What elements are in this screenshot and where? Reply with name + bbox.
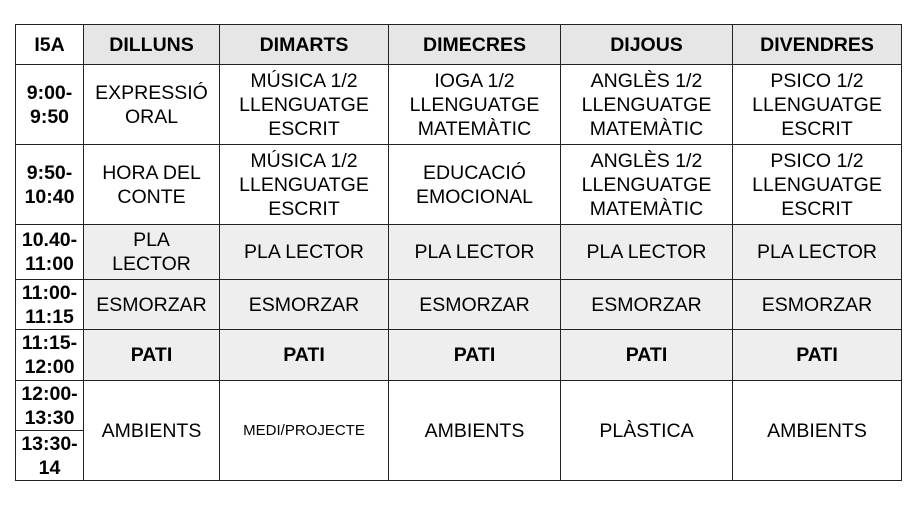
time-slot: 12:00- 13:30	[16, 381, 84, 431]
schedule-cell: PLA LECTOR	[220, 225, 389, 280]
schedule-cell: MÚSICA 1/2 LLENGUATGE ESCRIT	[220, 145, 389, 225]
schedule-cell: PATI	[561, 330, 733, 381]
schedule-cell: HORA DEL CONTE	[84, 145, 220, 225]
day-header-tuesday: DIMARTS	[220, 25, 389, 65]
schedule-cell: ESMORZAR	[389, 280, 561, 330]
time-slot: 9:00- 9:50	[16, 65, 84, 145]
schedule-row	[16, 280, 902, 330]
schedule-cell: MEDI/PROJECTE	[220, 381, 389, 481]
schedule-cell: MÚSICA 1/2 LLENGUATGE ESCRIT	[220, 65, 389, 145]
schedule-row	[16, 65, 902, 145]
schedule-row	[16, 381, 902, 431]
time-slot: 11:00- 11:15	[16, 280, 84, 330]
schedule-cell: PATI	[389, 330, 561, 381]
schedule-cell: ESMORZAR	[84, 280, 220, 330]
schedule-cell: AMBIENTS	[389, 381, 561, 481]
day-header-monday: DILLUNS	[84, 25, 220, 65]
time-slot: 13:30- 14	[16, 431, 84, 481]
day-header-wednesday: DIMECRES	[389, 25, 561, 65]
schedule-row	[16, 145, 902, 225]
schedule-row	[16, 225, 902, 280]
time-slot: 11:15- 12:00	[16, 330, 84, 381]
schedule-cell: PLA LECTOR	[561, 225, 733, 280]
schedule-cell: ESMORZAR	[733, 280, 902, 330]
header-row	[16, 25, 902, 65]
schedule-cell: PATI	[220, 330, 389, 381]
time-slot: 9:50- 10:40	[16, 145, 84, 225]
schedule-cell: ESMORZAR	[220, 280, 389, 330]
schedule-cell: ANGLÈS 1/2 LLENGUATGE MATEMÀTIC	[561, 65, 733, 145]
schedule-cell: PSICO 1/2 LLENGUATGE ESCRIT	[733, 65, 902, 145]
schedule-cell: IOGA 1/2 LLENGUATGE MATEMÀTIC	[389, 65, 561, 145]
day-header-friday: DIVENDRES	[733, 25, 902, 65]
schedule-cell: PATI	[733, 330, 902, 381]
schedule-cell: AMBIENTS	[84, 381, 220, 481]
schedule-cell: EDUCACIÓ EMOCIONAL	[389, 145, 561, 225]
schedule-cell: ESMORZAR	[561, 280, 733, 330]
schedule-cell: PATI	[84, 330, 220, 381]
schedule-cell: PLA LECTOR	[733, 225, 902, 280]
schedule-cell: PSICO 1/2 LLENGUATGE ESCRIT	[733, 145, 902, 225]
schedule-cell: AMBIENTS	[733, 381, 902, 481]
schedule-row	[16, 330, 902, 381]
schedule-cell: ANGLÈS 1/2 LLENGUATGE MATEMÀTIC	[561, 145, 733, 225]
timetable	[15, 24, 902, 481]
schedule-cell: EXPRESSIÓ ORAL	[84, 65, 220, 145]
schedule-cell: PLA LECTOR	[389, 225, 561, 280]
schedule-cell: PLA LECTOR	[84, 225, 220, 280]
time-slot: 10.40- 11:00	[16, 225, 84, 280]
day-header-thursday: DIJOUS	[561, 25, 733, 65]
schedule-cell: PLÀSTICA	[561, 381, 733, 481]
class-name: I5A	[16, 25, 84, 65]
